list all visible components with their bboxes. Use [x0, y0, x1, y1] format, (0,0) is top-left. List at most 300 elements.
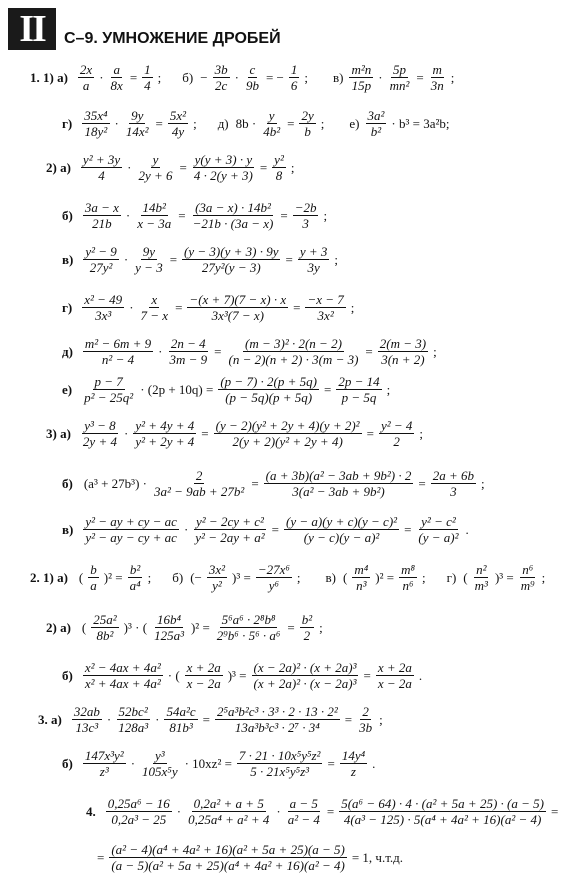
- expression-text: (: [463, 569, 468, 585]
- expression-text: 8b ·: [235, 115, 257, 131]
- expression-text: =: [169, 251, 178, 267]
- denominator: 0,25a⁴ + a² + 4: [188, 812, 270, 827]
- fraction: [109, 842, 346, 873]
- exercise-row: [62, 374, 393, 405]
- expression-text: =: [323, 381, 332, 397]
- exercise-label: 4.: [86, 803, 96, 819]
- math-expression: [233, 108, 328, 139]
- denominator: (x + 2a)² · (x − 2a)³: [253, 676, 357, 691]
- exercise-row: [30, 62, 457, 93]
- expression-text: (: [81, 619, 87, 635]
- expression-text: =: [251, 475, 259, 491]
- denominator: 2y + 4: [82, 434, 117, 449]
- expression-text: ·: [378, 69, 383, 85]
- fraction: [185, 660, 223, 691]
- denominator: a: [90, 578, 97, 593]
- numerator: y: [268, 108, 275, 123]
- fraction: [186, 796, 271, 827]
- math-expression: [187, 562, 303, 593]
- expression-text: ·: [276, 803, 281, 819]
- fraction: [244, 62, 261, 93]
- numerator: (x − 2a)² · (x + 2a)³: [253, 660, 357, 675]
- math-expression: [364, 108, 453, 139]
- numerator: n⁶: [522, 562, 534, 577]
- expression-text: )³ =: [494, 569, 514, 585]
- fraction: [399, 562, 417, 593]
- fraction: [82, 108, 109, 139]
- numerator: m⁸: [401, 562, 415, 577]
- expression-text: ;: [450, 69, 455, 85]
- numerator: 5x²: [169, 108, 187, 123]
- fraction: [272, 152, 286, 183]
- expression-text: =: [326, 803, 335, 819]
- denominator: p − 5q: [341, 390, 377, 405]
- expression-text: · (2p + 10q) =: [140, 381, 214, 397]
- fraction: [519, 562, 537, 593]
- expression-text: (a³ + 27b³) ·: [83, 475, 147, 491]
- numerator: (a + 3b)(a² − 3ab + 9b²) · 2: [265, 468, 412, 483]
- fraction: [349, 62, 373, 93]
- expression-text: =: [550, 803, 559, 819]
- exercise-label: б): [62, 207, 73, 223]
- exercise-row: [62, 292, 357, 323]
- exercise-label: 3) а): [46, 425, 71, 441]
- numerator: 3b: [214, 62, 228, 77]
- exercise-row: [62, 660, 425, 691]
- numerator: y²: [274, 152, 284, 167]
- expression-text: = 1, ч.т.д.: [351, 849, 404, 865]
- expression-text: ·: [125, 207, 131, 223]
- expression-text: )² =: [190, 619, 210, 635]
- expression-text: =: [416, 69, 424, 85]
- fraction: [191, 200, 276, 231]
- denominator: p² − 25q²: [84, 390, 134, 405]
- denominator: x − 2a: [377, 676, 412, 691]
- math-expression: [76, 62, 164, 93]
- expression-text: ;: [147, 569, 152, 585]
- numerator: 5(a⁶ − 64) · 4 · (a² + 5a + 25) · (a − 5): [341, 796, 544, 811]
- numerator: (y − 2)(y² + 2y + 4)(y + 2)²: [215, 418, 360, 433]
- math-expression: [104, 796, 561, 827]
- fraction: [429, 62, 446, 93]
- fraction: [83, 200, 121, 231]
- expression-text: =: [175, 299, 183, 315]
- denominator: 3x²: [317, 308, 334, 323]
- fraction: [82, 292, 124, 323]
- expression-text: =: [287, 619, 295, 635]
- numerator: y² + 4y + 4: [135, 418, 195, 433]
- expression-text: ;: [541, 569, 546, 585]
- math-expression: [460, 562, 548, 593]
- expression-text: =: [97, 849, 105, 865]
- numerator: x² − 4ax + 4a²: [84, 660, 161, 675]
- numerator: 1: [290, 62, 298, 77]
- math-expression: [79, 418, 426, 449]
- denominator: 2: [303, 628, 311, 643]
- numerator: x² − 49: [84, 292, 123, 307]
- fraction: [140, 748, 180, 779]
- numerator: 2: [195, 468, 203, 483]
- fraction: [81, 418, 119, 449]
- fraction: [366, 108, 387, 139]
- fraction: [286, 796, 322, 827]
- denominator: 27y²(y − 3): [201, 260, 261, 275]
- numerator: a − 5: [289, 796, 318, 811]
- denominator: (y − c)(y − a)²: [303, 530, 380, 545]
- exercise-label: б): [62, 755, 73, 771]
- math-expression: [81, 660, 425, 691]
- expression-text: =: [280, 207, 288, 223]
- exercise-label: 2) а): [46, 159, 71, 175]
- denominator: 2: [393, 434, 400, 449]
- fraction: [218, 374, 319, 405]
- expression-text: ;: [334, 251, 338, 267]
- numerator: y² − 4: [380, 418, 413, 433]
- expression-text: ;: [379, 711, 383, 727]
- fraction: [431, 468, 476, 499]
- numerator: y³: [154, 748, 165, 763]
- exercise-row: [46, 418, 426, 449]
- denominator: n³: [356, 578, 367, 593]
- numerator: y³ − 8: [84, 418, 116, 433]
- expression-text: =: [201, 425, 209, 441]
- expression-text: =: [404, 521, 412, 537]
- denominator: 3m − 9: [169, 352, 208, 367]
- fraction: [128, 562, 143, 593]
- fraction: [305, 292, 345, 323]
- fraction: [72, 704, 102, 735]
- fraction: [207, 562, 227, 593]
- denominator: 105x⁵y: [142, 764, 178, 779]
- numerator: m⁴: [354, 562, 369, 577]
- exercise-row: [46, 612, 326, 643]
- fraction: [193, 514, 266, 545]
- fraction: [83, 514, 179, 545]
- numerator: 35x⁴: [84, 108, 108, 123]
- expression-text: ·: [106, 711, 112, 727]
- expression-text: =: [366, 425, 374, 441]
- denominator: x − 3a: [137, 216, 172, 231]
- exercise-row: [30, 562, 548, 593]
- expression-text: ·: [129, 299, 134, 315]
- expression-text: =: [344, 711, 353, 727]
- numerator: 9y: [131, 108, 144, 123]
- exercise-label: в): [62, 521, 74, 537]
- denominator: z³: [99, 764, 109, 779]
- denominator: 18y²: [84, 124, 108, 139]
- numerator: a: [113, 62, 120, 77]
- numerator: 14y⁴: [341, 748, 366, 763]
- exercise-label: г): [62, 299, 73, 315]
- expression-text: =: [293, 299, 301, 315]
- expression-text: ·: [183, 521, 189, 537]
- exercise-row: [62, 514, 472, 545]
- math-expression: [79, 152, 298, 183]
- expression-text: · 10xz² =: [184, 755, 232, 771]
- fraction: [142, 62, 153, 93]
- math-expression: [81, 200, 330, 231]
- expression-text: =: [271, 521, 280, 537]
- fraction: [264, 468, 414, 499]
- fraction: [152, 612, 186, 643]
- math-expression: [197, 62, 311, 93]
- exercise-row: [86, 842, 406, 873]
- exercise-label: 1. 1) а): [30, 69, 68, 85]
- numerator: 16b⁴: [157, 612, 182, 627]
- fraction: [187, 292, 288, 323]
- denominator: 2y + 6: [138, 168, 173, 183]
- numerator: y + 3: [299, 244, 328, 259]
- numerator: 14b²: [142, 200, 166, 215]
- fraction: [81, 152, 122, 183]
- denominator: a: [82, 78, 90, 93]
- expression-text: ;: [290, 159, 295, 175]
- exercise-label: в): [62, 251, 74, 267]
- math-expression: [70, 704, 386, 735]
- math-expression: [81, 514, 471, 545]
- denominator: n² − 4: [101, 352, 135, 367]
- fraction: [91, 612, 118, 643]
- fraction: [82, 374, 135, 405]
- numerator: p − 7: [94, 374, 123, 389]
- numerator: 2(m − 3): [379, 336, 427, 351]
- fraction: [336, 374, 381, 405]
- fraction: [473, 562, 490, 593]
- expression-text: (: [78, 569, 84, 585]
- section-title: С–9. УМНОЖЕНИЕ ДРОБЕЙ: [64, 30, 281, 47]
- denominator: y⁶: [268, 578, 280, 593]
- expression-text: .: [418, 667, 423, 683]
- numerator: 2: [362, 704, 369, 719]
- expression-text: ;: [193, 115, 197, 131]
- expression-text: ;: [419, 425, 424, 441]
- expression-text: =: [179, 159, 187, 175]
- denominator: 14x²: [125, 124, 149, 139]
- math-expression: [81, 244, 341, 275]
- fraction: [83, 748, 126, 779]
- fraction: [106, 796, 172, 827]
- denominator: (n − 2)(n + 2) · 3(m − 3): [228, 352, 359, 367]
- denominator: x² + 4ax + 4a²: [84, 676, 161, 691]
- denominator: 9b: [245, 78, 259, 93]
- fraction: [83, 244, 118, 275]
- numerator: (y − 3)(y + 3) · 9y: [184, 244, 279, 259]
- numerator: b²: [129, 562, 141, 577]
- denominator: 4y: [171, 124, 185, 139]
- denominator: 15p: [351, 78, 372, 93]
- numerator: 0,2a² + a + 5: [193, 796, 264, 811]
- exercise-row: [62, 108, 453, 139]
- denominator: 13a³b³c³ · 2⁷ · 3⁴: [234, 720, 320, 735]
- denominator: 4b²: [263, 124, 281, 139]
- numerator: y² − 9: [85, 244, 117, 259]
- numerator: −2b: [294, 200, 317, 215]
- fraction: [379, 418, 414, 449]
- denominator: a² − 4: [287, 812, 320, 827]
- numerator: (y − a)(y + c)(y − c)²: [286, 514, 398, 529]
- exercise-row: [86, 796, 561, 827]
- denominator: 3a² − 9ab + 27b²: [153, 484, 245, 499]
- expression-text: )³ =: [227, 667, 247, 683]
- expression-text: ·: [176, 803, 182, 819]
- fraction: [213, 62, 230, 93]
- numerator: 7 · 21 · 10x⁵y⁵z²: [238, 748, 321, 763]
- denominator: (p − 5q)(p + 5q): [225, 390, 313, 405]
- numerator: 2n − 4: [170, 336, 206, 351]
- denominator: y²: [212, 578, 222, 593]
- expression-text: ·: [155, 711, 160, 727]
- numerator: y² − ay + cy − ac: [85, 514, 177, 529]
- fraction: [83, 660, 163, 691]
- exercise-row: [62, 336, 440, 367]
- expression-text: = −: [265, 69, 284, 85]
- denominator: 3x³(7 − x): [211, 308, 264, 323]
- denominator: y² + 2y + 4: [135, 434, 195, 449]
- denominator: m³: [474, 578, 488, 593]
- expression-text: ;: [304, 69, 308, 85]
- fraction: [192, 152, 255, 183]
- fraction: [352, 562, 370, 593]
- expression-text: · (: [167, 667, 180, 683]
- expression-text: ·: [130, 755, 136, 771]
- numerator: (3a − x) · 14b²: [195, 200, 271, 215]
- fraction: [378, 336, 428, 367]
- exercise-row: [62, 468, 488, 499]
- math-expression: [81, 336, 440, 367]
- expression-text: =: [259, 159, 268, 175]
- expression-text: ;: [386, 381, 391, 397]
- math-expression: [80, 374, 393, 405]
- exercise-label: д): [62, 343, 73, 359]
- denominator: (y − a)²: [418, 530, 459, 545]
- numerator: 3x²: [208, 562, 226, 577]
- fraction: [256, 562, 292, 593]
- numerator: 2a + 6b: [432, 468, 474, 483]
- exercise-label: е): [62, 381, 73, 397]
- numerator: 5⁶a⁶ · 2⁸b⁸: [221, 612, 276, 627]
- numerator: 3a − x: [84, 200, 119, 215]
- expression-text: ·: [114, 115, 119, 131]
- expression-text: =: [418, 475, 426, 491]
- expression-text: =: [363, 667, 371, 683]
- expression-text: (−: [190, 569, 202, 585]
- numerator: 0,25a⁶ − 16: [107, 796, 170, 811]
- numerator: −(x + 7)(7 − x) · x: [189, 292, 287, 307]
- fraction: [340, 748, 367, 779]
- numerator: b²: [301, 612, 313, 627]
- numerator: 1: [144, 62, 151, 77]
- expression-text: ;: [433, 343, 437, 359]
- numerator: 9y: [142, 244, 156, 259]
- fraction: [133, 244, 165, 275]
- fraction: [388, 62, 412, 93]
- fraction: [135, 200, 173, 231]
- numerator: y² + 3y: [82, 152, 121, 167]
- numerator: 32ab: [73, 704, 100, 719]
- expression-text: ·: [123, 425, 129, 441]
- numerator: b: [90, 562, 97, 577]
- numerator: 147x³y²: [84, 748, 124, 763]
- denominator: 5 · 21x⁵y⁵z³: [250, 764, 310, 779]
- denominator: 2c: [214, 78, 228, 93]
- expression-text: =: [178, 207, 186, 223]
- subpart-label: б): [182, 69, 194, 85]
- denominator: 3(a² − 3ab + 9b²): [292, 484, 385, 499]
- exercise-row: [62, 244, 341, 275]
- fraction: [168, 108, 188, 139]
- denominator: b: [304, 124, 311, 139]
- subpart-label: б): [172, 569, 184, 585]
- denominator: 3: [302, 216, 309, 231]
- exercise-row: [62, 200, 330, 231]
- numerator: 52bc²: [118, 704, 148, 719]
- denominator: 3y: [307, 260, 320, 275]
- fraction: [226, 336, 360, 367]
- denominator: 81b³: [169, 720, 193, 735]
- math-expression: [80, 292, 357, 323]
- fraction: [215, 612, 283, 643]
- fraction: [339, 796, 546, 827]
- denominator: 3: [450, 484, 457, 499]
- numerator: n²: [476, 562, 487, 577]
- numerator: −x − 7: [307, 292, 344, 307]
- expression-text: .: [465, 521, 469, 537]
- fraction: [237, 748, 323, 779]
- fraction: [83, 336, 153, 367]
- denominator: mn²: [389, 78, 410, 93]
- expression-text: ;: [319, 619, 323, 635]
- expression-text: =: [287, 115, 295, 131]
- expression-text: =: [214, 343, 222, 359]
- denominator: 4: [98, 168, 105, 183]
- numerator: y² − 2cy + c²: [196, 514, 264, 529]
- fraction: [109, 62, 125, 93]
- subpart-label: в): [332, 69, 344, 85]
- fraction: [376, 660, 414, 691]
- denominator: 6: [290, 78, 298, 93]
- math-expression: [81, 748, 379, 779]
- subpart-label: г): [446, 569, 457, 585]
- numerator: (m − 3)² · 2(n − 2): [245, 336, 342, 351]
- exercise-label: 2) а): [46, 619, 71, 635]
- numerator: 2⁵a³b²c³ · 3³ · 2 · 13 · 2²: [216, 704, 338, 719]
- numerator: x: [151, 292, 158, 307]
- expression-text: ;: [323, 207, 328, 223]
- expression-text: =: [155, 115, 163, 131]
- denominator: (a − 5)(a² + 5a + 25)(a⁴ + 4a² + 16)(a² − 4): [111, 858, 345, 873]
- fraction: [284, 514, 399, 545]
- fraction: [182, 244, 280, 275]
- denominator: a⁴: [129, 578, 141, 593]
- numerator: (p − 7) · 2(p + 5q): [220, 374, 317, 389]
- numerator: x + 2a: [186, 660, 221, 675]
- fraction: [116, 704, 150, 735]
- denominator: 27y²: [89, 260, 113, 275]
- denominator: 128a³: [118, 720, 149, 735]
- fraction: [152, 468, 246, 499]
- fraction: [88, 562, 99, 593]
- numerator: y² − c²: [421, 514, 456, 529]
- numerator: 3a²: [367, 108, 385, 123]
- fraction: [133, 418, 196, 449]
- fraction: [136, 152, 174, 183]
- fraction: [214, 418, 362, 449]
- exercise-label: б): [62, 667, 73, 683]
- numerator: 2x: [79, 62, 93, 77]
- expression-text: ·: [99, 69, 104, 85]
- fraction: [164, 704, 197, 735]
- expression-text: ·: [234, 69, 239, 85]
